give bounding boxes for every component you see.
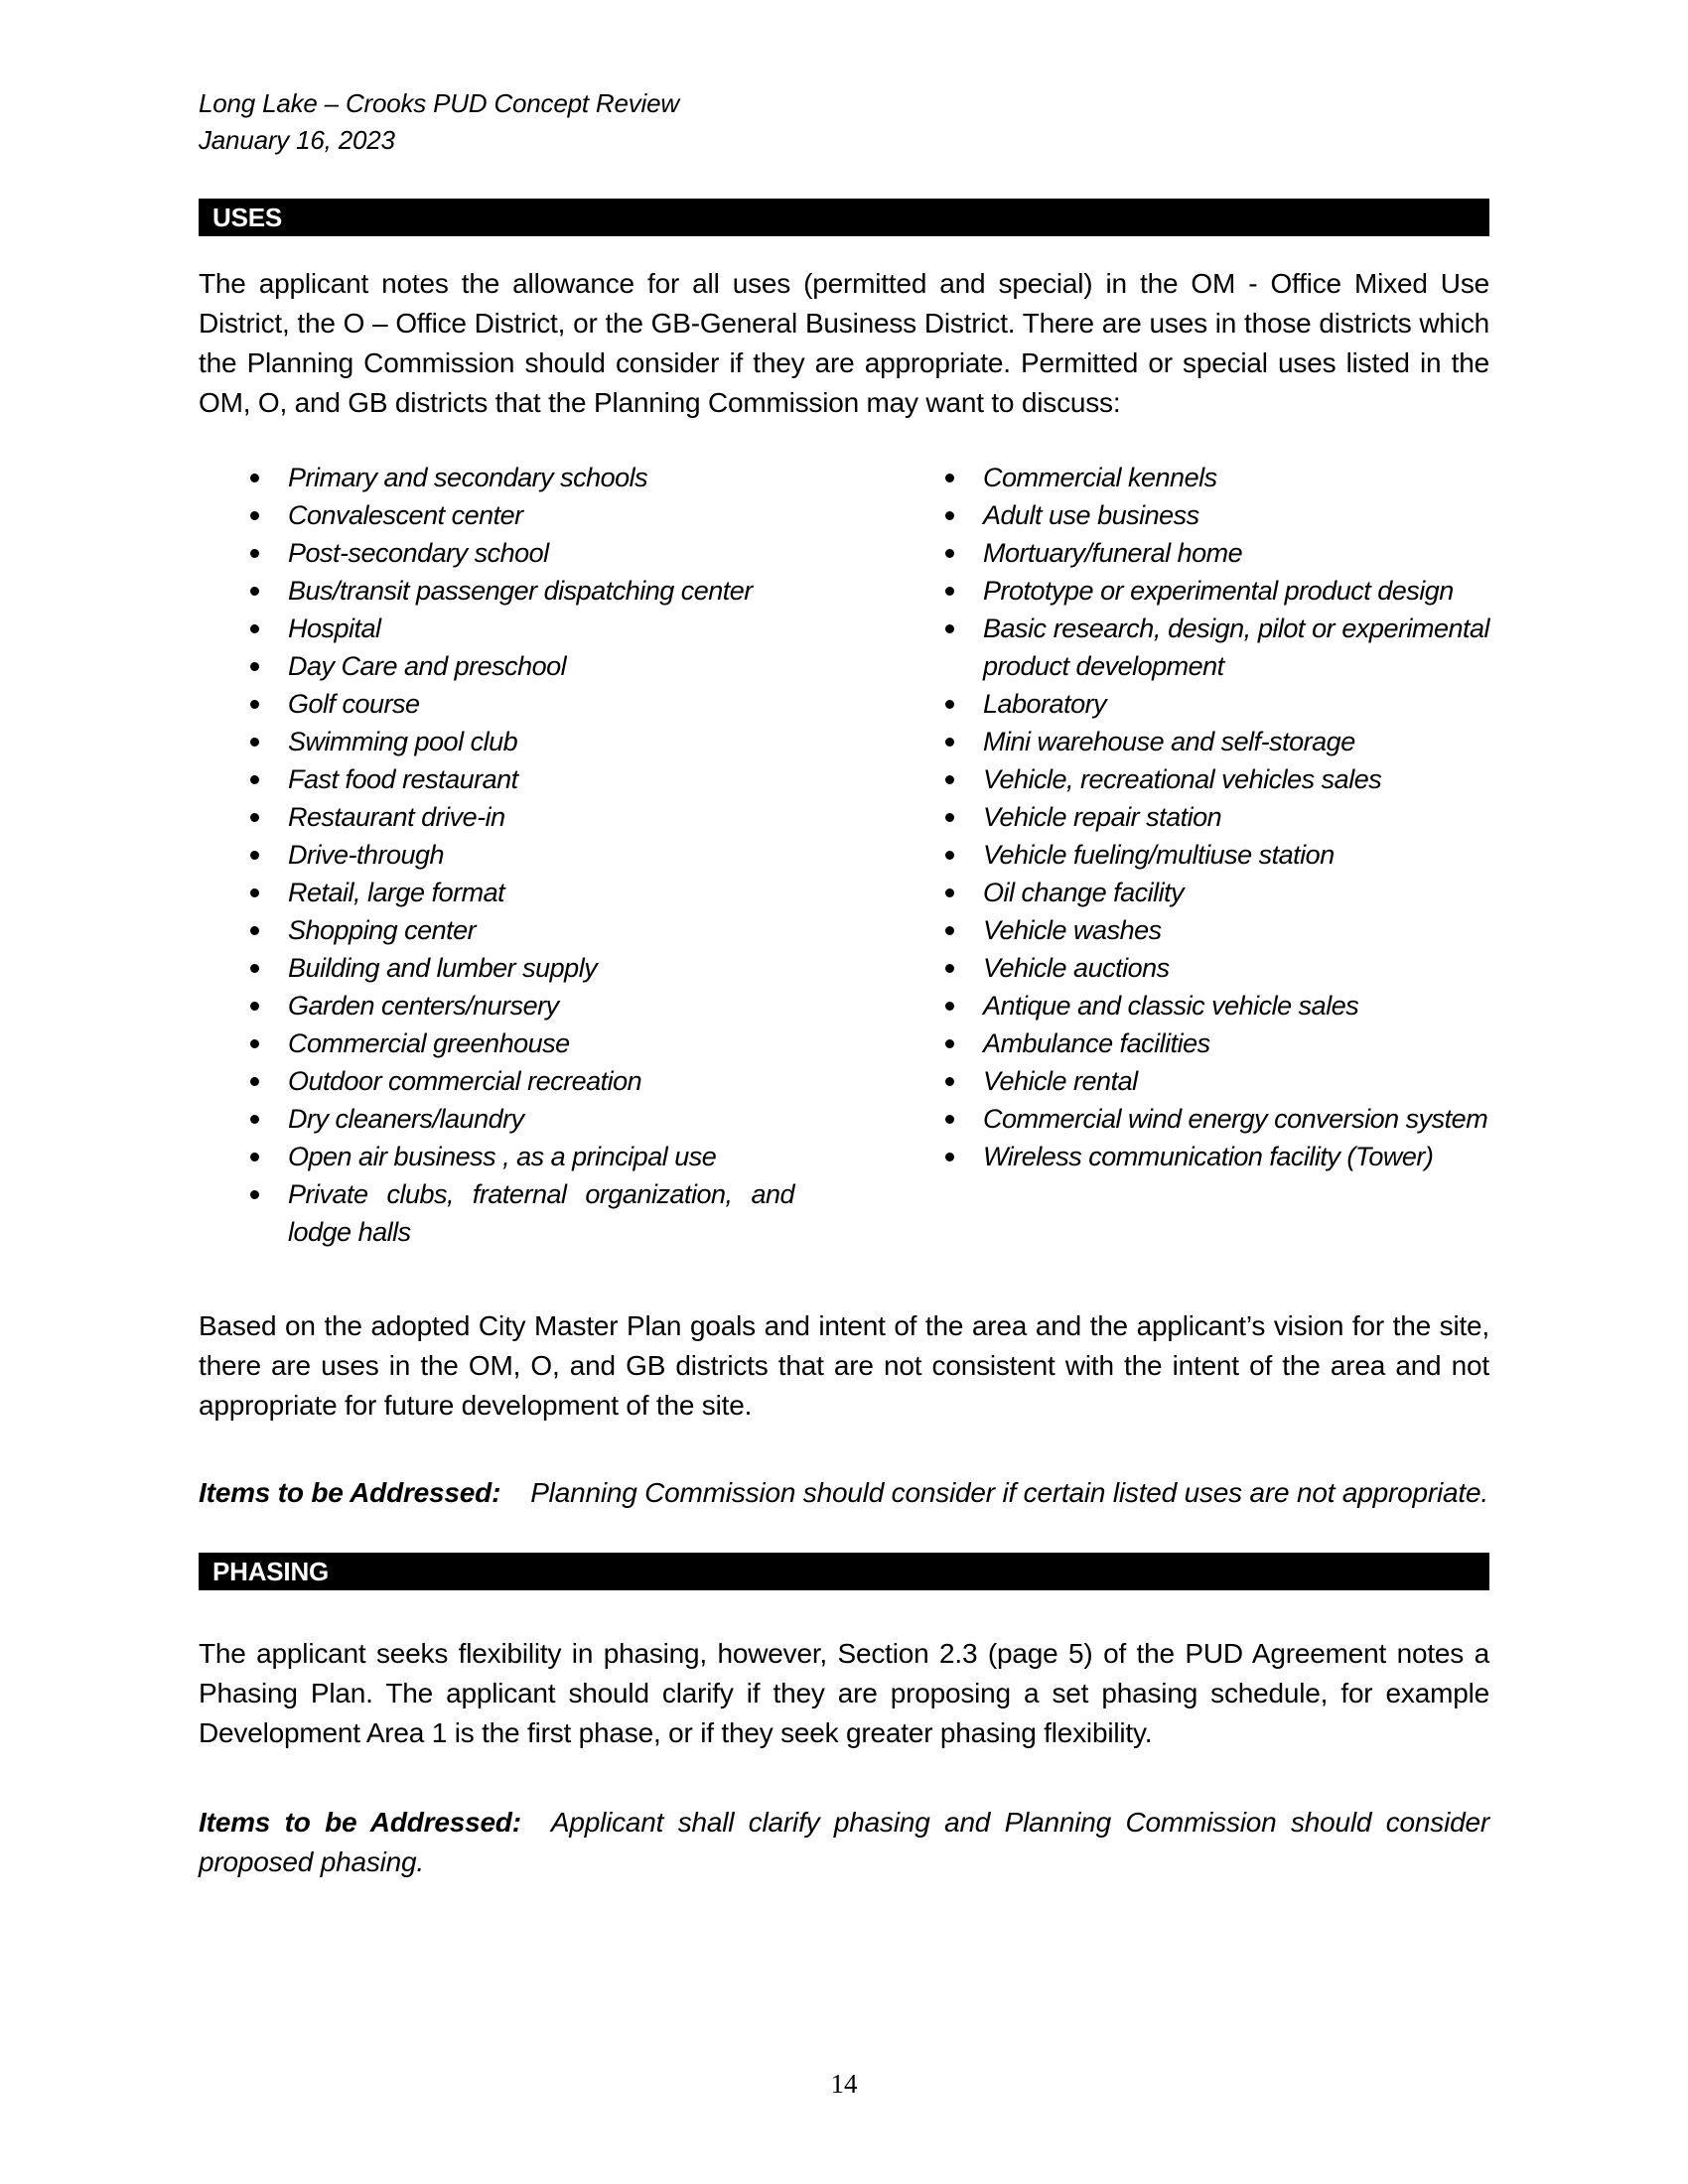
- list-item: Primary and secondary schools: [199, 459, 794, 496]
- list-item: Ambulance facilities: [894, 1024, 1489, 1062]
- section-heading-phasing-label: PHASING: [212, 1556, 330, 1586]
- items-label: Items to be Addressed:: [199, 1807, 521, 1838]
- list-item: Mini warehouse and self-storage: [894, 723, 1489, 760]
- list-item: Open air business , as a principal use: [199, 1138, 794, 1175]
- list-item: Vehicle fueling/multiuse station: [894, 836, 1489, 874]
- phasing-intro-paragraph: The applicant seeks flexibility in phasing, however, Section 2.3 (page 5) of the PUD Agreement notes a Phasing Plan. The applicant should clarify if they are proposing a set phasing schedule, for example Development Area 1 is the first phase, or if they seek greater phasing flexibility.: [199, 1638, 1489, 1748]
- list-item: Laboratory: [894, 685, 1489, 723]
- list-item: Building and lumber supply: [199, 949, 794, 987]
- list-item: Dry cleaners/laundry: [199, 1100, 794, 1138]
- list-item: Vehicle auctions: [894, 949, 1489, 987]
- list-item: Commercial greenhouse: [199, 1024, 794, 1062]
- uses-list-right-column: [894, 459, 1489, 1251]
- list-item: Prototype or experimental product design: [894, 572, 1489, 610]
- items-text: Applicant shall clarify phasing and Planning Commission should consider proposed phasing.: [199, 1807, 1489, 1877]
- list-item: Convalescent center: [199, 496, 794, 534]
- list-item: Vehicle repair station: [894, 798, 1489, 836]
- list-item: Shopping center: [199, 911, 794, 949]
- uses-intro-paragraph: The applicant notes the allowance for all uses (permitted and special) in the OM - Office Mixed Use District, the O – Office District, or the GB-General Business District. There are uses in those districts which the Planning Commission should consider if they are appropriate. Permitted or special uses listed in the OM, O, and GB districts that the Planning Commission may want to discuss:: [199, 268, 1489, 418]
- list-item: Vehicle, recreational vehicles sales: [894, 760, 1489, 798]
- items-label: Items to be Addressed:: [199, 1477, 501, 1508]
- list-item: Post-secondary school: [199, 534, 794, 572]
- list-item: Golf course: [199, 685, 794, 723]
- list-item: Restaurant drive-in: [199, 798, 794, 836]
- list-item: Day Care and preschool: [199, 647, 794, 685]
- list-item: Commercial wind energy conversion system: [894, 1100, 1489, 1138]
- uses-bullet-list: [199, 459, 1489, 1251]
- list-item: Antique and classic vehicle sales: [894, 987, 1489, 1024]
- list-item: Retail, large format: [199, 874, 794, 911]
- list-item: Hospital: [199, 610, 794, 647]
- list-item: Vehicle rental: [894, 1062, 1489, 1100]
- list-item: Oil change facility: [894, 874, 1489, 911]
- list-item: Drive-through: [199, 836, 794, 874]
- doc-date: January 16, 2023: [199, 125, 395, 155]
- list-item: Wireless communication facility (Tower): [894, 1138, 1489, 1175]
- list-item: Garden centers/nursery: [199, 987, 794, 1024]
- list-item: Outdoor commercial recreation: [199, 1062, 794, 1100]
- document-header: [199, 85, 1489, 159]
- list-item: Swimming pool club: [199, 723, 794, 760]
- section-heading-uses-label: USES: [212, 202, 283, 232]
- uses-conclusion-paragraph: Based on the adopted City Master Plan goals and intent of the area and the applicant’s vision for the site, there are uses in the OM, O, and GB districts that are not consistent with the intent of the area and not appropriate for future development of the site.: [199, 1310, 1489, 1421]
- list-item: Adult use business: [894, 496, 1489, 534]
- uses-items-to-be-addressed: [199, 1473, 1489, 1513]
- list-item: Basic research, design, pilot or experimental product development: [894, 610, 1489, 685]
- list-item: Mortuary/funeral home: [894, 534, 1489, 572]
- list-item: Bus/transit passenger dispatching center: [199, 572, 794, 610]
- phasing-items-to-be-addressed: [199, 1803, 1489, 1882]
- section-heading-phasing: [199, 1553, 1489, 1590]
- items-text: Planning Commission should consider if certain listed uses are not appropriate.: [530, 1477, 1488, 1508]
- section-heading-uses: [199, 199, 1489, 236]
- list-item: Vehicle washes: [894, 911, 1489, 949]
- list-item: Private clubs, fraternal organization, and lodge halls: [199, 1175, 794, 1251]
- page-footer: [0, 2069, 1688, 2100]
- page-number: 14: [830, 2069, 858, 2099]
- list-item: Commercial kennels: [894, 459, 1489, 496]
- uses-list-left-column: [199, 459, 794, 1251]
- list-item: Fast food restaurant: [199, 760, 794, 798]
- doc-title: Long Lake – Crooks PUD Concept Review: [199, 88, 679, 118]
